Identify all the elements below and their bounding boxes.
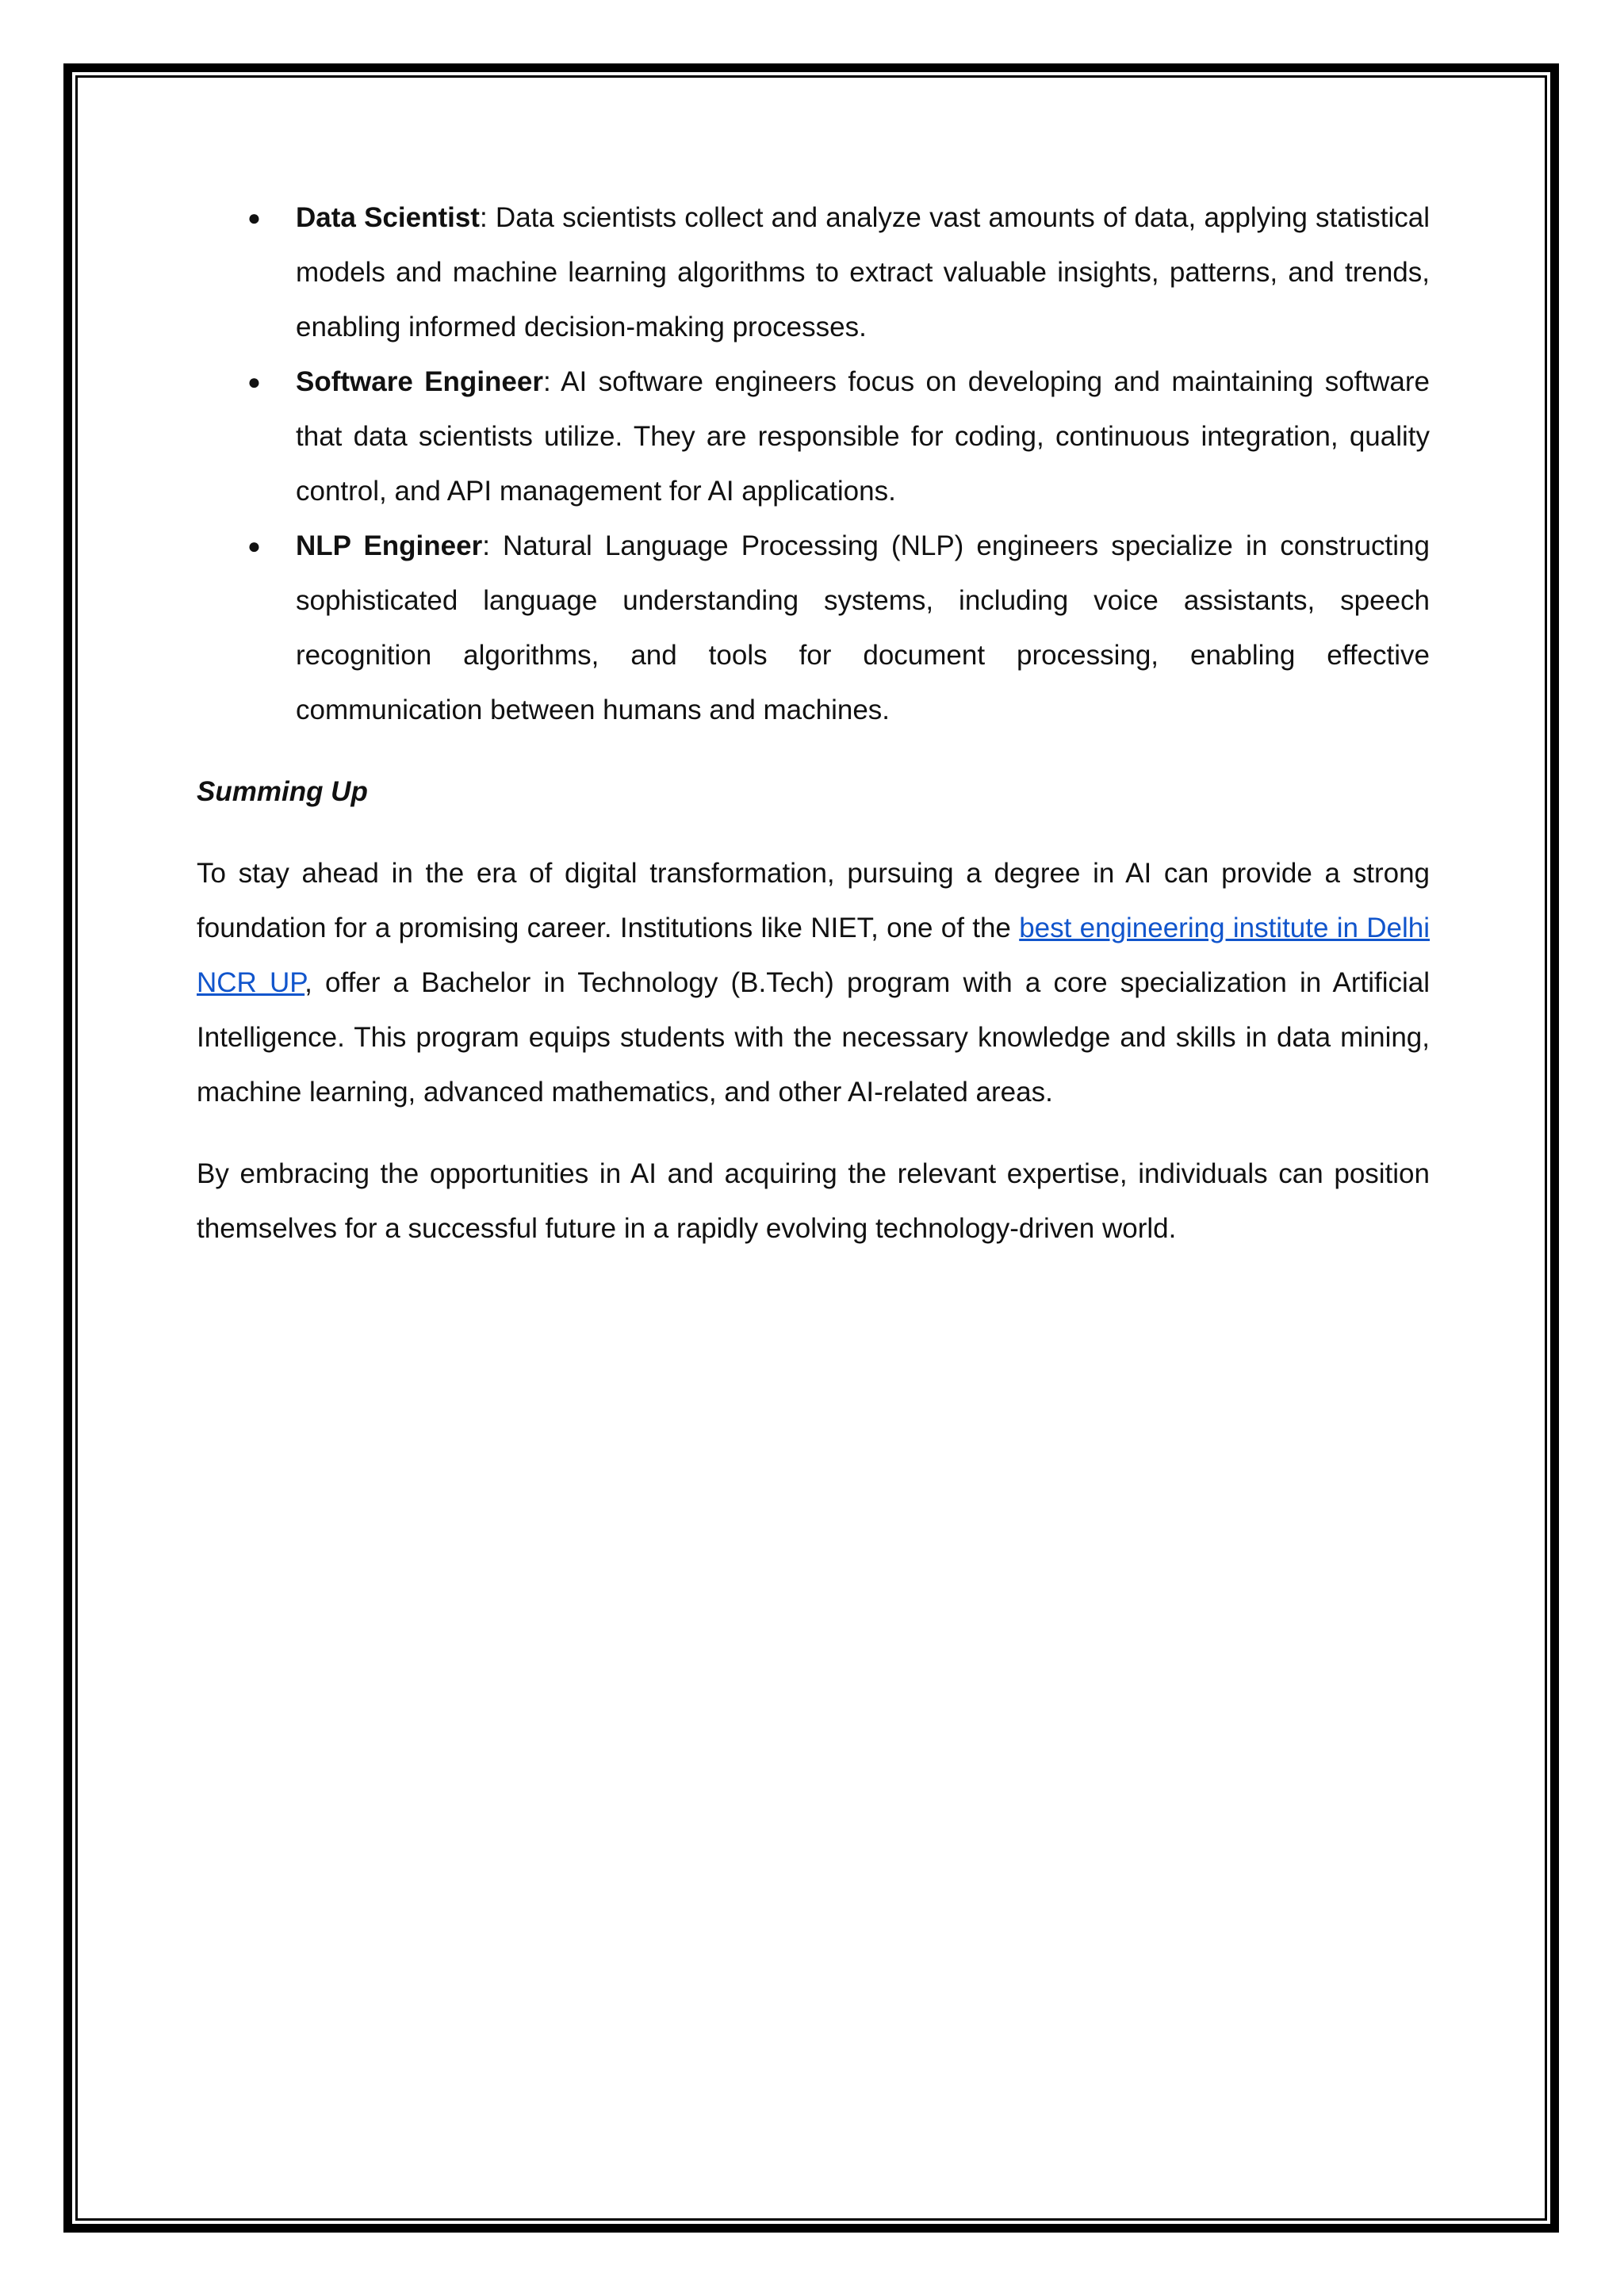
role-description: : Data scientists collect and analyze vast amounts of data, applying statistical models and machine learning algorithms to extract valuable insights, patterns, and trends, enabling informed decision-making processes. (296, 202, 1430, 342)
summary-paragraph-1 (197, 846, 1430, 1119)
role-description: : Natural Language Processing (NLP) engineers specialize in constructing sophisticated language understanding systems, including voice assistants, speech recognition algorithms, and tools for document processing, enabling effective communication between humans and machines. (296, 530, 1430, 725)
list-item-software-engineer (197, 354, 1430, 519)
role-term: Software Engineer (296, 366, 543, 397)
career-roles-list (197, 190, 1430, 737)
bullet-icon: ● (247, 534, 261, 558)
role-term: NLP Engineer (296, 530, 483, 561)
list-item-nlp-engineer (197, 519, 1430, 737)
role-description: : AI software engineers focus on developing and maintaining software that data scientists utilize. They are responsible for coding, continuous integration, quality control, and API management for AI applications. (296, 366, 1430, 507)
list-item-data-scientist (197, 190, 1430, 354)
role-term: Data Scientist (296, 202, 480, 233)
paragraph-text: , offer a Bachelor in Technology (B.Tech) program with a core specialization in Artificial Intelligence. This program equips students with the necessary knowledge and skills in data mining, machine learning, advanced mathematics, and other AI-related areas. (197, 967, 1430, 1108)
section-heading-summing-up: Summing Up (197, 776, 368, 807)
summary-paragraph-2: By embracing the opportunities in AI and acquiring the relevant expertise, individuals can position themselves for a successful future in a rapidly evolving technology-driven world. (197, 1158, 1430, 1244)
document-body (197, 190, 1430, 1283)
paragraph-text: To stay ahead in the era of digital transformation, pursuing a degree in AI can provide a strong foundation for a promising career. Institutions like NIET, one of the (197, 858, 1430, 943)
institute-link[interactable]: best engineering institute in Delhi NCR UP (197, 913, 1430, 998)
bullet-icon: ● (247, 369, 261, 394)
bullet-icon: ● (247, 205, 261, 230)
